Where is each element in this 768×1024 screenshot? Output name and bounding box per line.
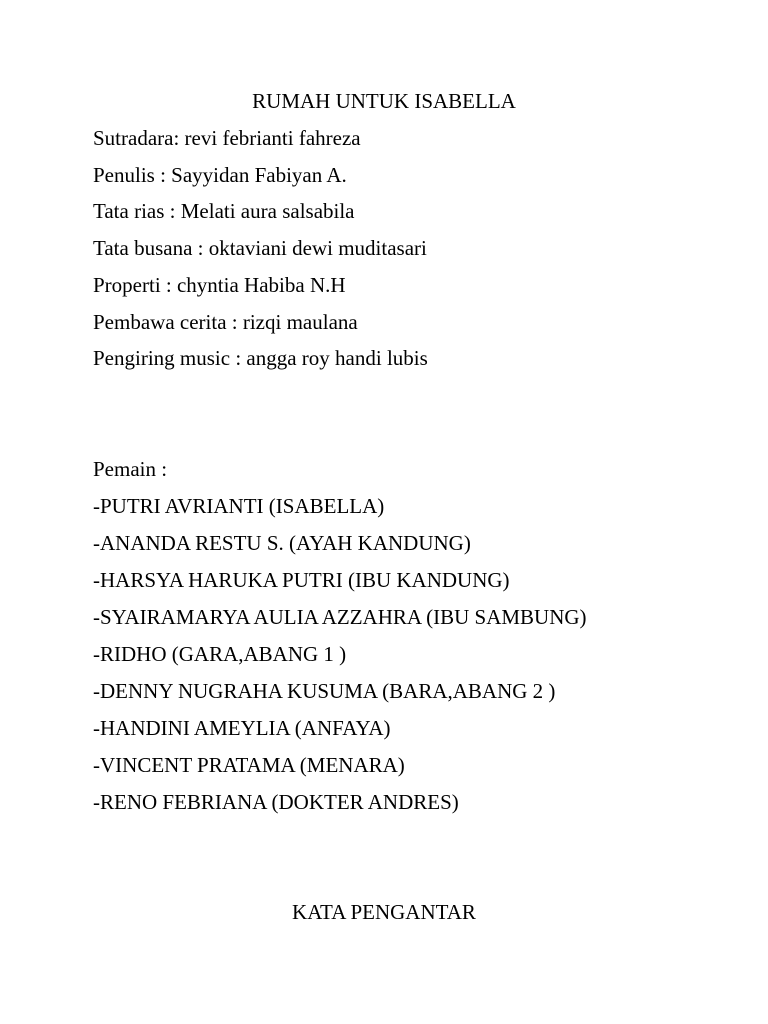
document-title: RUMAH UNTUK ISABELLA: [252, 89, 516, 113]
crew-writer: Penulis : Sayyidan Fabiyan A.: [93, 163, 347, 187]
cast-item: -PUTRI AVRIANTI (ISABELLA): [93, 494, 385, 518]
cast-item: -VINCENT PRATAMA (MENARA): [93, 753, 405, 777]
cast-item: -SYAIRAMARYA AULIA AZZAHRA (IBU SAMBUNG): [93, 605, 587, 629]
cast-item: -DENNY NUGRAHA KUSUMA (BARA,ABANG 2 ): [93, 679, 556, 703]
crew-costume: Tata busana : oktaviani dewi muditasari: [93, 236, 427, 260]
crew-narrator: Pembawa cerita : rizqi maulana: [93, 310, 358, 334]
cast-heading: Pemain :: [93, 457, 168, 481]
cast-item: -HARSYA HARUKA PUTRI (IBU KANDUNG): [93, 568, 510, 592]
crew-makeup: Tata rias : Melati aura salsabila: [93, 199, 355, 223]
crew-director: Sutradara: revi febrianti fahreza: [93, 126, 361, 150]
cast-item: -RENO FEBRIANA (DOKTER ANDRES): [93, 790, 459, 814]
cast-item: -ANANDA RESTU S. (AYAH KANDUNG): [93, 531, 471, 555]
crew-music: Pengiring music : angga roy handi lubis: [93, 346, 428, 370]
cast-item: -RIDHO (GARA,ABANG 1 ): [93, 642, 347, 666]
cast-item: -HANDINI AMEYLIA (ANFAYA): [93, 716, 391, 740]
crew-props: Properti : chyntia Habiba N.H: [93, 273, 346, 297]
section-title-kata-pengantar: KATA PENGANTAR: [292, 900, 476, 924]
